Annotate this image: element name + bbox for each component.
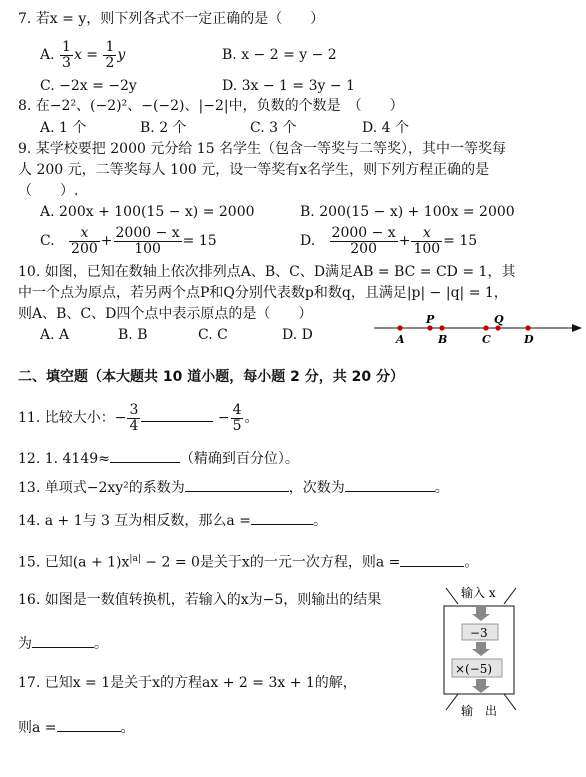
number-line-figure: [370, 312, 584, 348]
q7-option-d[interactable]: D. 3x − 1 = 3y − 1: [222, 78, 355, 94]
q9-c-label: C.: [40, 233, 55, 249]
q9-option-a[interactable]: A. 200x + 100(15 − x) = 2000: [40, 204, 255, 220]
q9-c-fraction-1: $\frac{x}{200}$: [71, 224, 98, 257]
q7-option-b[interactable]: B. x − 2 = y − 2: [222, 47, 337, 63]
q16-line-2: [18, 633, 108, 653]
q11-answer-blank[interactable]: [141, 407, 213, 422]
q9-d-rhs: = 15: [443, 233, 478, 249]
q13: [18, 477, 449, 497]
q16-answer-blank[interactable]: [32, 633, 94, 648]
q10-option-b[interactable]: B. B: [118, 327, 148, 343]
q11-suffix: 。: [244, 410, 259, 426]
q10-line-3: 则A、B、C、D四个点中表示原点的是（ ）: [18, 306, 313, 322]
q17-prefix: 则a =: [18, 720, 57, 736]
q8-option-d[interactable]: D. 4 个: [362, 120, 409, 136]
q17-suffix: 。: [120, 720, 135, 736]
axis-point-d: [525, 325, 530, 330]
q9-line-1: 9. 某学校要把 2000 元分给 15 名学生（包含一等奖与二等奖），其中一等奖每: [18, 141, 507, 157]
q7-a-fraction-1: $\frac{1}{3}$: [62, 38, 71, 71]
q15-exponent: |a|: [129, 554, 141, 564]
q9-option-d[interactable]: [300, 224, 477, 258]
q17-line-2: [18, 717, 135, 737]
input-funnel-left: [446, 588, 458, 604]
q9-line-2: 人 200 元，二等奖每人 100 元，设一等奖有x名学生，则下列方程正确的是: [18, 162, 490, 178]
q14-answer-blank[interactable]: [251, 510, 313, 525]
q15-mid: − 2 = 0是关于x的一元一次方程，则a =: [140, 554, 401, 571]
q9-option-c[interactable]: [40, 224, 217, 258]
axis-label-b: B: [438, 333, 448, 346]
q10-option-c[interactable]: C. C: [198, 327, 228, 343]
q14-suffix: 。: [312, 513, 327, 529]
axis-label-d: D: [524, 333, 534, 346]
q10-option-d[interactable]: D. D: [282, 327, 313, 343]
axis-point-a: [397, 325, 402, 330]
axis-label-a: A: [396, 333, 405, 346]
q8-option-b[interactable]: B. 2 个: [140, 120, 187, 136]
machine-step-2-label: ×(−5): [455, 662, 493, 676]
arrow-down-icon: [472, 679, 490, 693]
q9-option-b[interactable]: B. 200(15 − x) + 100x = 2000: [300, 204, 515, 220]
axis-point-q: [495, 325, 500, 330]
q9-line-3: （ ）.: [18, 183, 79, 199]
machine-step-1-label: −3: [470, 626, 488, 640]
q15-answer-blank[interactable]: [400, 552, 464, 567]
machine-input-label: 输入 x: [461, 586, 496, 600]
q10-line-1: 10. 如图，已知在数轴上依次排列点A、B、C、D满足AB = BC = CD = 1，其: [18, 264, 516, 280]
section-2-title: 二、填空题（本大题共 10 道小题，每小题 2 分，共 20 分）: [18, 369, 404, 385]
input-funnel-right: [504, 588, 516, 604]
q8-option-c[interactable]: C. 3 个: [250, 120, 297, 136]
q15: [18, 550, 478, 572]
q7-a-mid: x =: [73, 47, 99, 63]
q7-stem: 7. 若x = y，则下列各式不一定正确的是（ ）: [18, 11, 325, 27]
q8-stem: 8. 在−2²、(−2)²、−(−2)、|−2|中，负数的个数是 （ ）: [18, 98, 404, 114]
q12-prefix: 12. 1. 4149≈: [18, 451, 110, 467]
q12-answer-blank[interactable]: [110, 448, 180, 463]
q11-fraction-2: $\frac{4}{5}$: [232, 401, 242, 434]
q13-mid: ，次数为: [288, 480, 345, 496]
q7-a-tail: y: [117, 47, 126, 63]
q13-degree-blank[interactable]: [345, 477, 435, 492]
output-funnel-right: [504, 694, 516, 710]
q7-a-fraction-2: $\frac{1}{2}$: [105, 38, 115, 71]
axis-label-p: P: [426, 313, 435, 326]
q9-d-fraction-2: $\frac{x}{100}$: [413, 224, 441, 257]
q11-fraction-1: $\frac{3}{4}$: [129, 401, 139, 434]
q12: [18, 448, 299, 468]
q9-d-fraction-1: $\frac{2000 - x}{200}$: [331, 224, 396, 257]
q15-prefix: 15. 已知(a + 1)x: [18, 554, 130, 571]
output-funnel-left: [446, 694, 458, 710]
q7-option-a[interactable]: [40, 38, 125, 72]
q13-suffix: 。: [434, 480, 449, 496]
q16-suffix: 。: [94, 636, 108, 652]
q11-mid: −: [217, 410, 230, 426]
q9-d-plus: +: [398, 233, 411, 249]
q13-prefix: 13. 单项式−2xy²的系数为: [18, 480, 185, 496]
q11: [18, 398, 258, 438]
q12-suffix: （精确到百分位）。: [179, 451, 299, 467]
machine-output-label: 输 出: [461, 704, 498, 718]
q7-a-label: A.: [40, 47, 55, 63]
q10-option-a[interactable]: A. A: [40, 327, 70, 343]
q16-line-1: 16. 如图是一数值转换机，若输入的x为−5，则输出的结果: [18, 592, 382, 608]
axis-label-q: Q: [494, 313, 504, 326]
q13-coefficient-blank[interactable]: [185, 477, 289, 492]
q9-d-label: D.: [300, 233, 316, 249]
arrow-down-icon: [472, 642, 490, 656]
axis-point-b: [439, 325, 444, 330]
arrow-right-icon: [572, 324, 582, 332]
q7-option-c[interactable]: C. −2x = −2y: [40, 78, 137, 94]
q8-option-a[interactable]: A. 1 个: [40, 120, 87, 136]
q14: [18, 510, 327, 530]
q16-prefix: 为: [18, 636, 32, 652]
q9-c-fraction-2: $\frac{2000 - x}{100}$: [115, 224, 180, 257]
arrow-down-icon: [472, 606, 490, 621]
q14-prefix: 14. a + 1与 3 互为相反数，那么a =: [18, 513, 251, 529]
axis-point-p: [427, 325, 432, 330]
q11-prefix: 11. 比较大小：−: [18, 410, 127, 426]
conversion-machine-diagram: [436, 582, 526, 722]
q17-line-1: 17. 已知x = 1是关于x的方程ax + 2 = 3x + 1的解，: [18, 675, 357, 691]
axis-point-c: [483, 325, 488, 330]
q9-c-rhs: = 15: [182, 233, 217, 249]
q17-answer-blank[interactable]: [57, 717, 121, 732]
q9-c-plus: +: [100, 233, 113, 249]
axis-label-c: C: [482, 333, 491, 346]
q10-line-2: 中一个点为原点，若另两个点P和Q分别代表数p和数q，且满足|p| − |q| = 1，: [18, 285, 508, 301]
q15-suffix: 。: [464, 554, 479, 571]
